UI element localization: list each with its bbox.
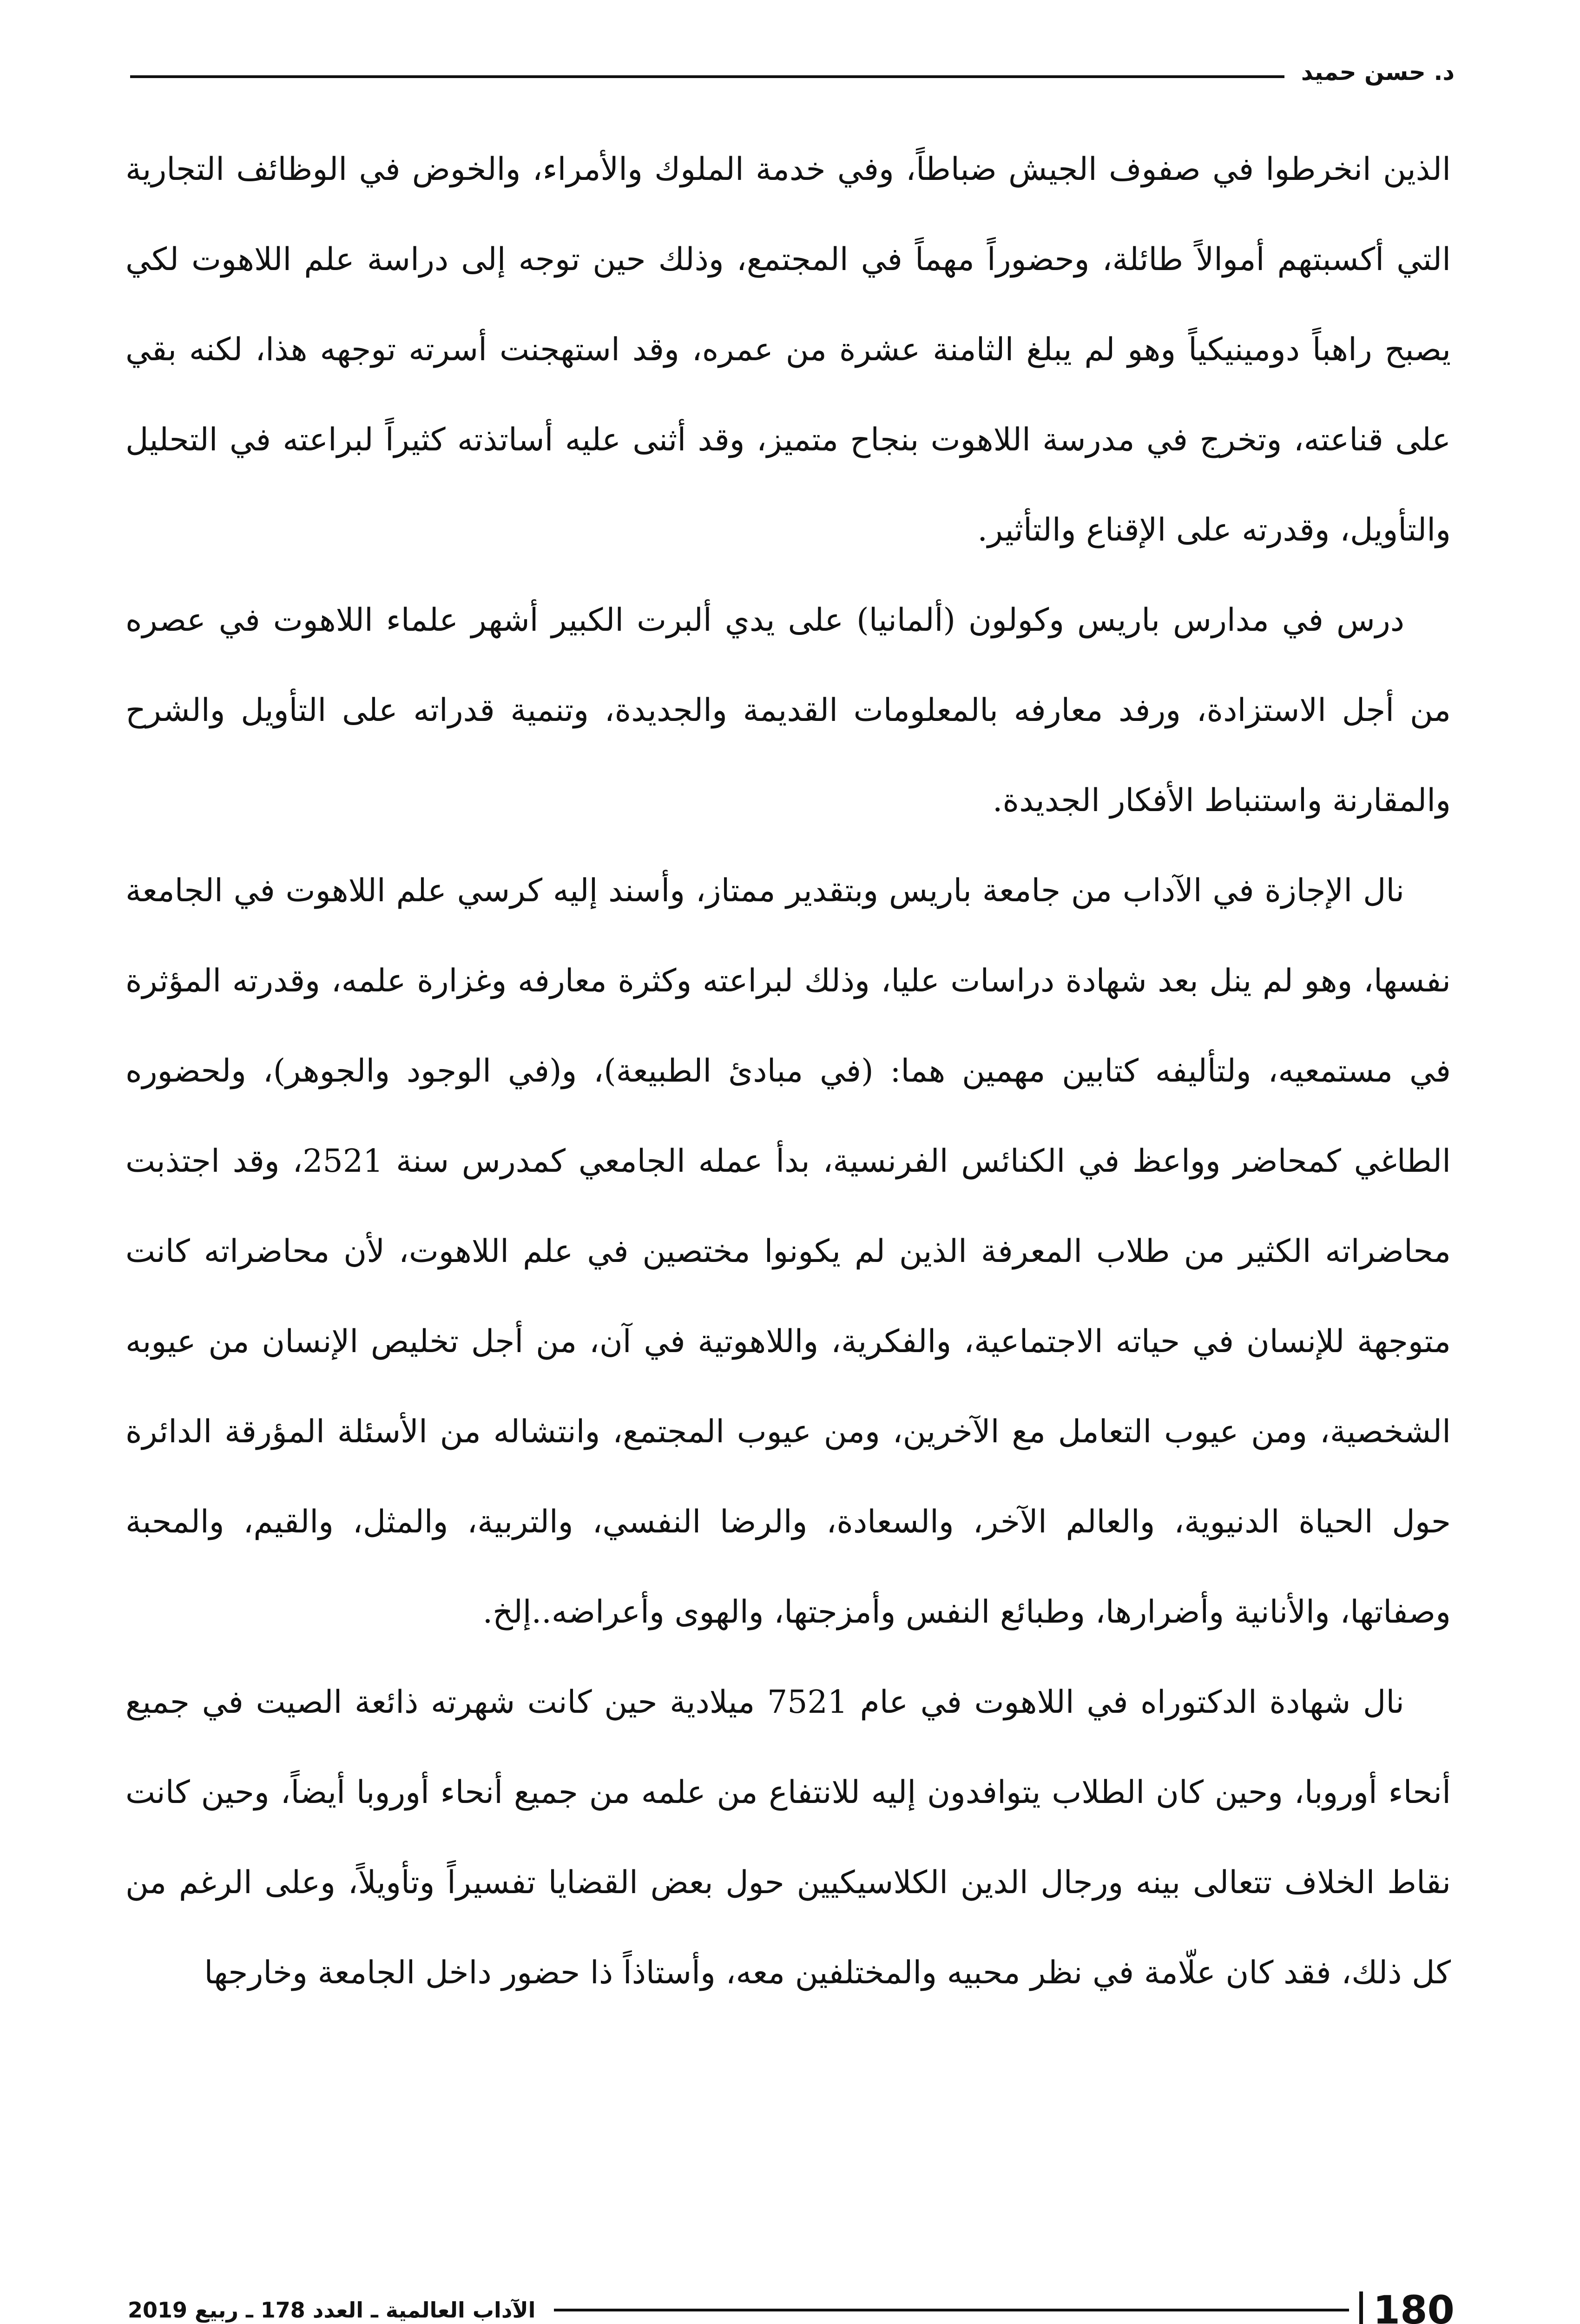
header-rule [130, 75, 1284, 78]
paragraph-1: الذين انخرطوا في صفوف الجيش ضباطاً، وفي خدمة الملوك والأمراء، والخوض في الوظائف التجارية التي أكسبتهم أموالاً طائلة، وحضوراً مهماً في المجتمع، وذلك حين توجه إلى دراسة علم اللاهوت لكي يصبح راهباً دومينيكياً وهو لم يبلغ الثامنة عشرة من عمره، وقد استهجنت أسرته توجهه هذا، لكنه بقي على قناعته، وتخرج في مدرسة اللاهوت بنجاح متميز، وقد أثنى عليه أساتذته كثيراً لبراعته في التحليل والتأويل، وقدرته على الإقناع والتأثير. [125, 151, 1451, 548]
page-number: 180 [1373, 2287, 1455, 2324]
paragraph-3: نال الإجازة في الآداب من جامعة باريس وبتقدير ممتاز، وأسند إليه كرسي علم اللاهوت في الجامعة نفسها، وهو لم ينل بعد شهادة دراسات عليا، وذلك لبراعته وكثرة معارفه وغزارة علمه، وقدرته المؤثرة في مستمعيه، ولتأليفه كتابين مهمين هما: (في مبادئ الطبيعة)، و(في الوجود والجوهر)، ولحضوره الطاغي كمحاضر وواعظ في الكنائس الفرنسية، بدأ عمله الجامعي كمدرس سنة 2521، وقد اجتذبت محاضراته الكثير من طلاب المعرفة الذين لم يكونوا مختصين في علم اللاهوت، لأن محاضراته كانت متوجهة للإنسان في حياته الاجتماعية، والفكرية، واللاهوتية في آن، من أجل تخليص الإنسان من عيوبه الشخصية، ومن عيوب التعامل مع الآخرين، ومن عيوب المجتمع، وانتشاله من الأسئلة المؤرقة الدائرة حول الحياة الدنيوية، والعالم الآخر، والسعادة، والرضا النفسي، والتربية، والمثل، والقيم، والمحبة وصفاتها، والأنانية وأضرارها، وطبائع النفس وأمزجتها، والهوى وأعراضه..إلخ. [125, 872, 1451, 1631]
author-name: د. حسن حميد [1301, 59, 1455, 86]
page-number-bar [1359, 2291, 1363, 2324]
paragraph-2: درس في مدارس باريس وكولون (ألمانيا) على يدي ألبرت الكبير أشهر علماء اللاهوت في عصره من أجل الاستزادة، ورفد معارفه بالمعلومات القديمة والجديدة، وتنمية قدراته على التأويل والشرح والمقارنة واستنباط الأفكار الجديدة. [125, 602, 1451, 819]
running-header [130, 51, 1455, 93]
page-footer [128, 2284, 1455, 2324]
journal-issue: الآداب العالمية ـ العدد 178 ـ ربيع 2019 [128, 2298, 536, 2323]
footer-rule [554, 2309, 1349, 2311]
paragraph-4: نال شهادة الدكتوراه في اللاهوت في عام 7521 ميلادية حين كانت شهرته ذائعة الصيت في جميع أنحاء أوروبا، وحين كان الطلاب يتوافدون إليه للانتفاع من علمه من جميع أنحاء أوروبا أيضاً، وحين كانت نقاط الخلاف تتعالى بينه ورجال الدين الكلاسيكيين حول بعض القضايا تفسيراً وتأويلاً، وعلى الرغم من كل ذلك، فقد كان علّامة في نظر محبيه والمختلفين معه، وأستاذاً ذا حضور داخل الجامعة وخارجها [125, 1684, 1451, 1991]
article-body [125, 125, 1451, 2018]
